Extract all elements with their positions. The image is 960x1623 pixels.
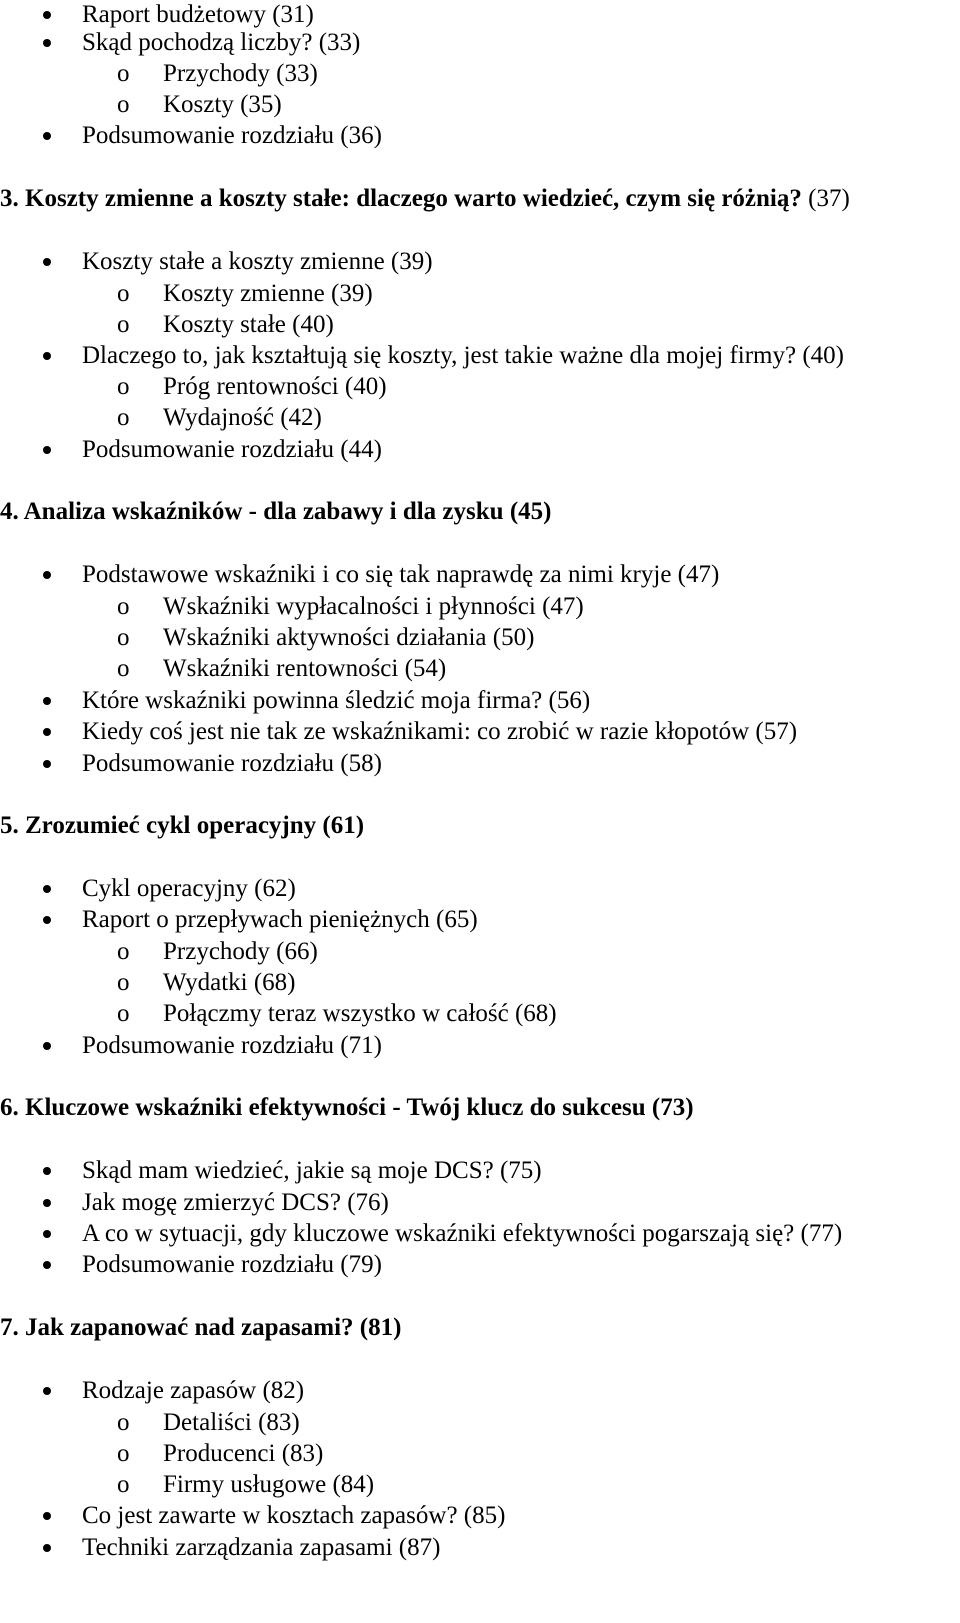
chapter-page-ref: (37) [801, 185, 850, 212]
bullet-icon [43, 571, 51, 579]
toc-entry-text: Co jest zawarte w kosztach zapasów? (85) [82, 1502, 506, 1529]
toc-entry-text: Rodzaje zapasów (82) [82, 1377, 305, 1404]
sub-bullet-icon: o [117, 938, 130, 965]
sub-bullet-icon: o [117, 373, 130, 400]
chapter-title: 4. Analiza wskaźników - dla zabawy i dla zysku (45) [0, 498, 552, 525]
bullet-icon [43, 728, 51, 736]
chapter-heading-text [0, 811, 364, 841]
bullet-icon [43, 1230, 51, 1238]
toc-entry-text: Skąd mam wiedzieć, jakie są moje DCS? (75) [82, 1157, 542, 1184]
toc-entry-text: Podsumowanie rozdziału (71) [82, 1032, 382, 1059]
toc-subentry-text: Wskaźniki rentowności (54) [163, 655, 447, 682]
toc-subentry-text: Wskaźniki aktywności działania (50) [163, 624, 535, 651]
sub-bullet-icon: o [117, 404, 130, 431]
toc-subentry-text: Wydatki (68) [163, 969, 296, 996]
toc-subentry-text: Wskaźniki wypłacalności i płynności (47) [163, 593, 584, 620]
bullet-icon [43, 885, 51, 893]
sub-bullet-icon: o [117, 60, 130, 87]
chapter-heading-text [0, 184, 850, 214]
toc-entry-text: Skąd pochodzą liczby? (33) [82, 29, 361, 56]
toc-entry-text: Raport budżetowy (31) [82, 1, 314, 28]
bullet-icon [43, 11, 51, 19]
toc-entry-text: Podsumowanie rozdziału (44) [82, 436, 382, 463]
chapter-heading-text [0, 1313, 401, 1343]
bullet-icon [43, 1512, 51, 1520]
sub-bullet-icon: o [117, 624, 130, 651]
toc-subentry-text: Próg rentowności (40) [163, 373, 387, 400]
sub-bullet-icon: o [117, 1471, 130, 1498]
toc-entry-text: A co w sytuacji, gdy kluczowe wskaźniki efektywności pogarszają się? (77) [82, 1220, 843, 1247]
bullet-icon [43, 1042, 51, 1050]
chapter-title: 3. Koszty zmienne a koszty stałe: dlaczego warto wiedzieć, czym się różnią? [0, 185, 802, 212]
bullet-icon [43, 1167, 51, 1175]
toc-subentry-text: Przychody (66) [163, 938, 318, 965]
toc-entry-text: Podsumowanie rozdziału (36) [82, 122, 382, 149]
bullet-icon [43, 352, 51, 360]
toc-subentry-text: Przychody (33) [163, 60, 318, 87]
sub-bullet-icon: o [117, 1000, 130, 1027]
toc-entry-text: Techniki zarządzania zapasami (87) [82, 1534, 441, 1561]
bullet-icon [43, 39, 51, 47]
toc-entry-text: Które wskaźniki powinna śledzić moja firma? (56) [82, 687, 591, 714]
toc-entry-text: Raport o przepływach pieniężnych (65) [82, 906, 478, 933]
toc-entry-text: Jak mogę zmierzyć DCS? (76) [82, 1189, 389, 1216]
bullet-icon [43, 760, 51, 768]
bullet-icon [43, 258, 51, 266]
sub-bullet-icon: o [117, 280, 130, 307]
toc-entry-text: Dlaczego to, jak kształtują się koszty, jest takie ważne dla mojej firmy? (40) [82, 342, 844, 369]
bullet-icon [43, 916, 51, 924]
toc-subentry-text: Koszty (35) [163, 91, 282, 118]
toc-subentry-text: Połączmy teraz wszystko w całość (68) [163, 1000, 557, 1027]
bullet-icon [43, 132, 51, 140]
sub-bullet-icon: o [117, 91, 130, 118]
toc-entry-text: Podstawowe wskaźniki i co się tak naprawdę za nimi kryje (47) [82, 561, 720, 588]
bullet-icon [43, 1261, 51, 1269]
sub-bullet-icon: o [117, 1440, 130, 1467]
bullet-icon [43, 1199, 51, 1207]
toc-entry-text: Cykl operacyjny (62) [82, 875, 296, 902]
sub-bullet-icon: o [117, 593, 130, 620]
toc-entry-text: Podsumowanie rozdziału (79) [82, 1251, 382, 1278]
chapter-title: 7. Jak zapanować nad zapasami? (81) [0, 1314, 402, 1341]
chapter-heading-text [0, 1093, 694, 1123]
toc-subentry-text: Koszty stałe (40) [163, 311, 334, 338]
toc-entry-text: Kiedy coś jest nie tak ze wskaźnikami: co zrobić w razie kłopotów (57) [82, 718, 798, 745]
sub-bullet-icon: o [117, 1409, 130, 1436]
toc-subentry-text: Firmy usługowe (84) [163, 1471, 375, 1498]
bullet-icon [43, 446, 51, 454]
toc-entry-text: Koszty stałe a koszty zmienne (39) [82, 248, 433, 275]
toc-subentry-text: Wydajność (42) [163, 404, 322, 431]
chapter-title: 6. Kluczowe wskaźniki efektywności - Twój klucz do sukcesu (73) [0, 1094, 694, 1121]
chapter-heading-text [0, 497, 551, 527]
sub-bullet-icon: o [117, 311, 130, 338]
toc-subentry-text: Producenci (83) [163, 1440, 324, 1467]
chapter-title: 5. Zrozumieć cykl operacyjny (61) [0, 812, 365, 839]
toc-subentry-text: Koszty zmienne (39) [163, 280, 373, 307]
bullet-icon [43, 697, 51, 705]
bullet-icon [43, 1544, 51, 1552]
sub-bullet-icon: o [117, 655, 130, 682]
toc-subentry-text: Detaliści (83) [163, 1409, 300, 1436]
toc-entry-text: Podsumowanie rozdziału (58) [82, 750, 382, 777]
bullet-icon [43, 1387, 51, 1395]
sub-bullet-icon: o [117, 969, 130, 996]
